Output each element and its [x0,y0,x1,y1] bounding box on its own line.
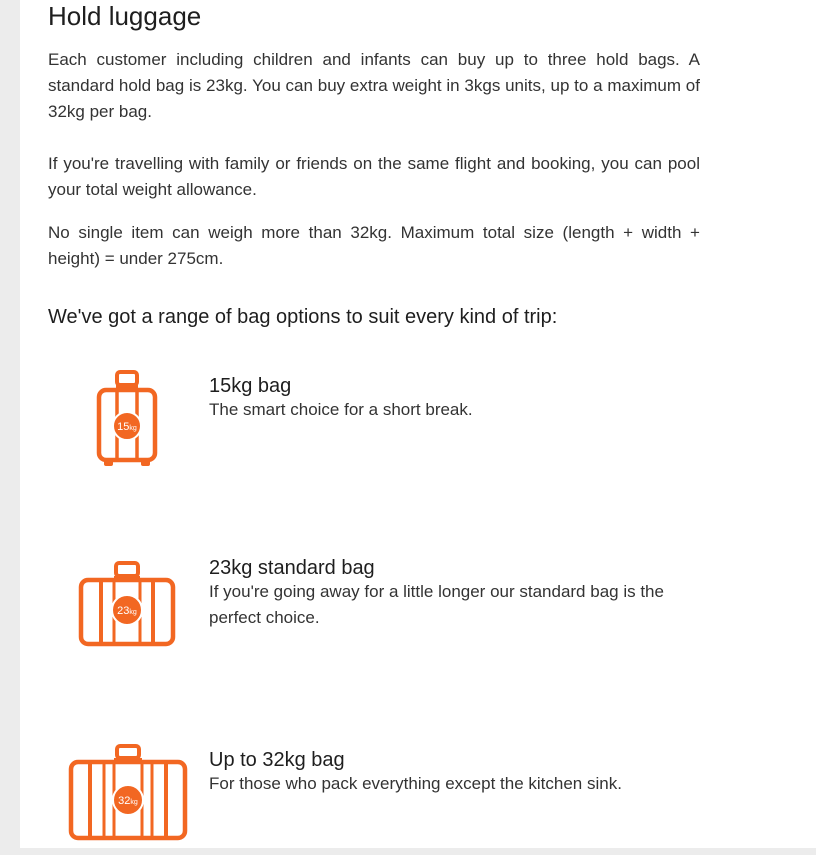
paragraph-bag-allowance: Each customer including children and infants can buy up to three hold bags. A standard hold bag is 23kg. You can buy extra weight in 3kgs units, up to a maximum of 32kg per bag. [48,50,700,121]
suitcase-large-icon [68,744,188,844]
bag-32kg-text [209,748,709,797]
paragraph-size-limits: No single item can weigh more than 32kg. Maximum total size (length + width + height) = under 275cm. [48,223,700,268]
bag-23kg-title: 23kg standard bag [209,557,375,579]
badge-23-unit: kg [129,609,137,616]
bag-32kg-description: For those who pack everything except the kitchen sink. [209,774,622,793]
bag-options-heading: We've got a range of bag options to suit every kind of trip: [48,306,558,328]
bag-15kg-title: 15kg bag [209,375,292,397]
bag-15kg-description: The smart choice for a short break. [209,400,473,419]
badge-15-unit: kg [129,425,137,432]
page-title: Hold luggage [48,1,202,31]
suitcase-upright-icon [96,370,160,470]
badge-23-value: 23 [117,605,130,617]
badge-32-value: 32 [118,795,131,807]
bag-23kg-text [209,556,709,631]
paragraph-pool-allowance: If you're travelling with family or friends on the same flight and booking, you can pool your total weight allowance. [48,154,700,199]
badge-15-value: 15 [117,421,130,433]
badge-32-unit: kg [130,799,138,806]
bag-15kg-text [209,374,709,423]
bag-32kg-title: Up to 32kg bag [209,749,345,771]
suitcase-wide-icon [78,560,176,648]
bag-23kg-description: If you're going away for a little longer our standard bag is the perfect choice. [209,582,664,627]
page-panel [20,0,816,848]
